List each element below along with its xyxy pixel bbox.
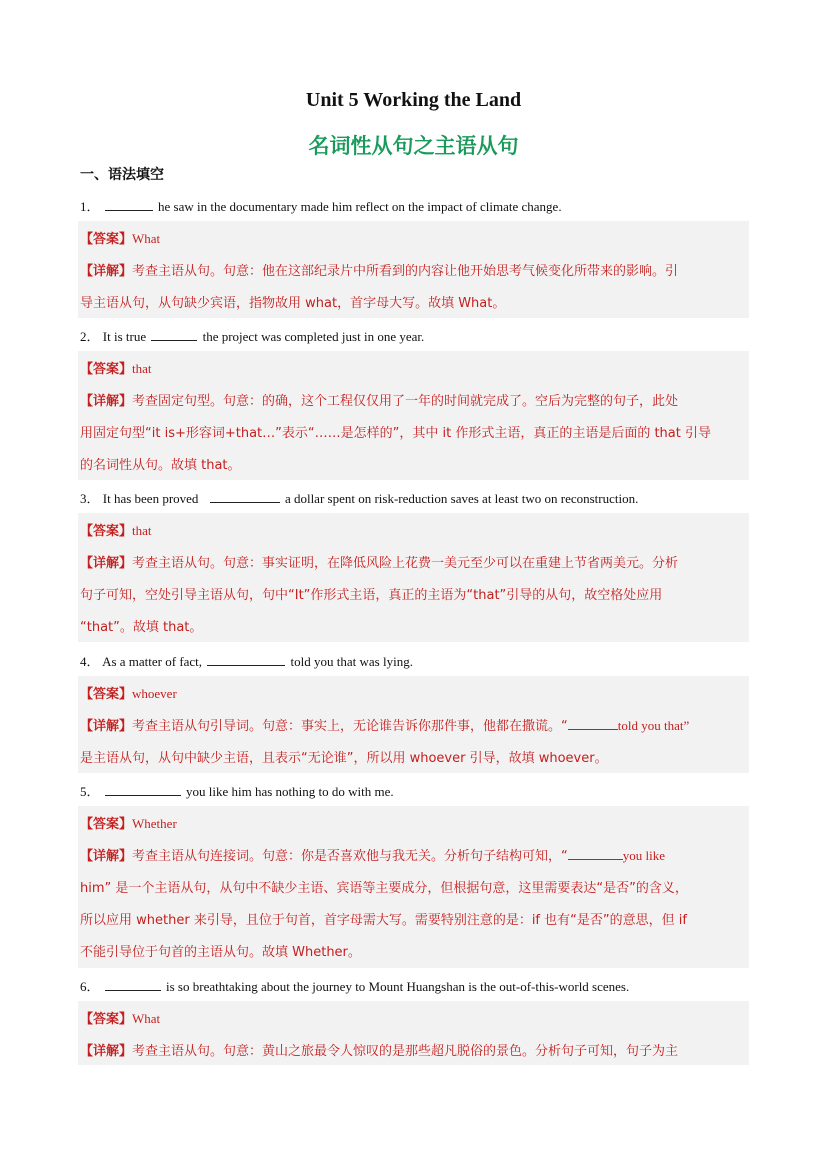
fill-blank: [207, 653, 285, 666]
detail-text: told you that”: [617, 718, 690, 733]
answer-tag: 【答案】: [80, 232, 133, 247]
detail-text: 考查主语从句引导词。句意：事实上，无论谁告诉你那件事，他都在撒谎。“: [132, 719, 568, 734]
fill-blank: [210, 490, 280, 503]
detail-line: 句子可知，空处引导主语从句，句中“It”作形式主语，真正的主语为“that”引导的从句，故空格处应用: [80, 588, 663, 603]
detail-tag: 【详解】: [80, 556, 133, 571]
detail-text: 考查主语从句。句意：黄山之旅最令人惊叹的是那些超凡脱俗的景色。分析句子可知，句子为主: [132, 1044, 679, 1059]
answer-line: [80, 683, 177, 702]
answer-value: whoever: [132, 686, 177, 701]
page-title: Unit 5 Working the Land: [305, 89, 522, 111]
fill-blank: [151, 328, 197, 341]
answer-value: Whether: [132, 816, 177, 831]
question-1: [80, 196, 562, 215]
question-number: 5．: [80, 784, 100, 799]
fill-blank: [105, 783, 181, 796]
answer-line: [80, 228, 160, 247]
answer-box-3: [78, 513, 749, 642]
question-2: [80, 326, 424, 345]
question-number: 3．: [80, 491, 100, 506]
question-text: you like him has nothing to do with me.: [186, 784, 394, 799]
answer-line: [80, 520, 152, 539]
detail-line: 所以应用 whether 来引导，且位于句首，首字母需大写。需要特别注意的是：if 也有“是否”的意思，但 if: [80, 913, 687, 928]
answer-tag: 【答案】: [80, 687, 133, 702]
answer-value: that: [132, 523, 152, 538]
question-number: 2．: [80, 329, 100, 344]
detail-tag: 【详解】: [80, 719, 133, 734]
question-text: is so breathtaking about the journey to Mount Huangshan is the out-of-this-world scenes.: [166, 979, 630, 994]
answer-tag: 【答案】: [80, 1012, 133, 1027]
fill-blank: [105, 198, 153, 211]
question-prefix: As a matter of fact,: [102, 654, 203, 669]
answer-tag: 【答案】: [80, 362, 133, 377]
detail-tag: 【详解】: [80, 849, 133, 864]
detail-line: [80, 715, 689, 734]
answer-value: What: [132, 1011, 161, 1026]
detail-tag: 【详解】: [80, 394, 133, 409]
detail-line: [80, 260, 678, 279]
answer-value: that: [132, 361, 152, 376]
detail-line: 导主语从句，从句缺少宾语，指物故用 what，首字母大写。故填 What。: [80, 296, 506, 311]
answer-box-1: [78, 221, 749, 318]
detail-line: 是主语从句，从句中缺少主语，且表示“无论谁”，所以用 whoever 引导，故填 whoever。: [80, 751, 608, 766]
detail-line: 的名词性从句。故填 that。: [80, 458, 241, 473]
detail-tag: 【详解】: [80, 264, 133, 279]
inline-blank: [568, 848, 623, 860]
fill-blank: [105, 978, 161, 991]
answer-tag: 【答案】: [80, 817, 133, 832]
question-text: he saw in the documentary made him reflect on the impact of climate change.: [158, 199, 562, 214]
detail-text: you like: [622, 848, 666, 863]
inline-blank: [568, 718, 618, 730]
answer-line: [80, 813, 177, 832]
answer-value: What: [132, 231, 161, 246]
question-text: told you that was lying.: [290, 654, 413, 669]
question-prefix: It has been proved: [102, 491, 199, 506]
question-text: a dollar spent on risk-reduction saves at least two on reconstruction.: [284, 491, 639, 506]
detail-line: [80, 390, 678, 409]
detail-text: 考查主语从句。句意：事实证明，在降低风险上花费一美元至少可以在重建上节省两美元。分析: [132, 556, 679, 571]
question-number: 1．: [80, 199, 100, 214]
question-5: [80, 781, 394, 800]
question-6: [80, 976, 629, 995]
answer-line: [80, 1008, 160, 1027]
answer-line: [80, 358, 152, 377]
detail-text: 考查固定句型。句意：的确，这个工程仅仅用了一年的时间就完成了。空后为完整的句子，此处: [132, 394, 679, 409]
answer-box-4: [78, 676, 749, 773]
question-4: [80, 651, 413, 670]
detail-tag: 【详解】: [80, 1044, 133, 1059]
question-number: 6．: [80, 979, 100, 994]
detail-line: 不能引导位于句首的主语从句。故填 Whether。: [80, 945, 361, 960]
question-prefix: It is true: [102, 329, 147, 344]
answer-box-5: [78, 806, 749, 968]
question-text: the project was completed just in one year.: [202, 329, 425, 344]
detail-line: [80, 552, 678, 571]
detail-line: [80, 1040, 678, 1059]
answer-tag: 【答案】: [80, 524, 133, 539]
question-number: 4．: [80, 654, 100, 669]
detail-text: 考查主语从句连接词。句意：你是否喜欢他与我无关。分析句子结构可知，“: [132, 849, 568, 864]
answer-box-6: [78, 1001, 749, 1065]
section-heading: 一、语法填空: [80, 167, 164, 183]
detail-text: 考查主语从句。句意：他在这部纪录片中所看到的内容让他开始思考气候变化所带来的影响。引: [132, 264, 679, 279]
page-subtitle: 名词性从句之主语从句: [308, 134, 519, 158]
question-3: [80, 488, 638, 507]
answer-box-2: [78, 351, 749, 480]
detail-line: him” 是一个主语从句，从句中不缺少主语、宾语等主要成分，但根据句意，这里需要表达“是否”的含义，: [80, 881, 688, 896]
detail-line: 用固定句型“it is+形容词+that…”表示“……是怎样的”，其中 it 作形式主语，真正的主语是后面的 that 引导: [80, 426, 711, 441]
detail-line: [80, 845, 665, 864]
detail-line: “that”。故填 that。: [80, 620, 203, 635]
